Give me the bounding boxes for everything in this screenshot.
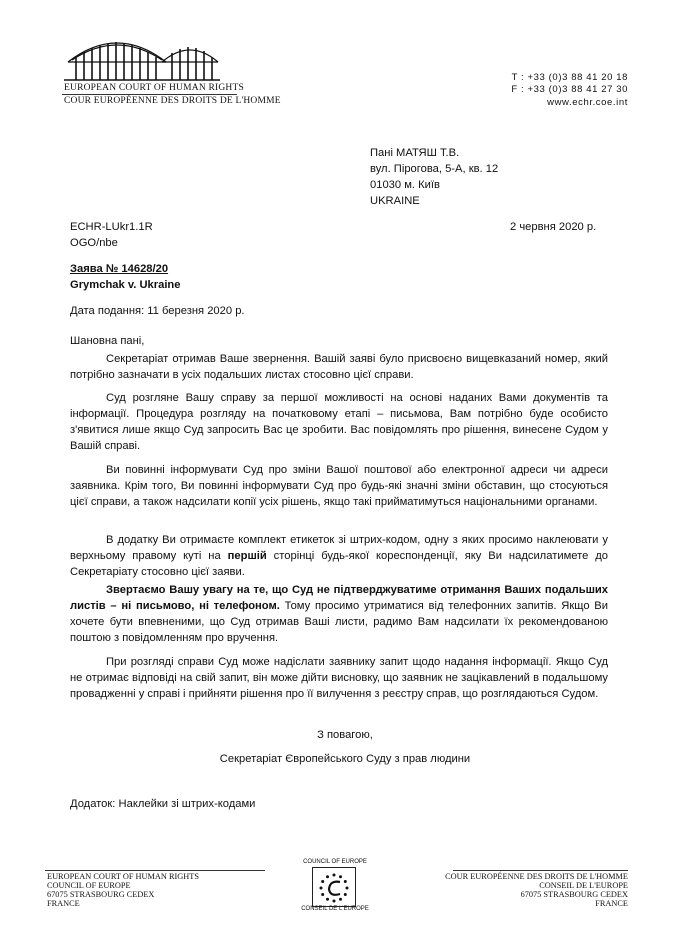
- recipient-name: Пані МАТЯШ Т.В.: [370, 147, 460, 159]
- footer-right-line: 67075 STRASBOURG CEDEX: [520, 890, 628, 899]
- p5-text-after: Тому просимо утриматися від телефонних запитів. Якщо Ви хочете бути впевненими, що Суд отримав Ваші листи, радимо Вам надсилати їх рекомендованою поштою з повідомленням про вручення.: [70, 600, 608, 644]
- fax-number: F : +33 (0)3 88 41 27 30: [511, 84, 628, 95]
- filing-date: Дата подання: 11 березня 2020 р.: [70, 305, 245, 317]
- enclosure-note: Додаток: Наклейки зі штрих-кодами: [70, 798, 256, 810]
- paragraph-barcode-labels: [70, 532, 608, 580]
- court-building-icon: [62, 22, 222, 92]
- p4-text-before: В додатку Ви отримаєте комплект етикеток зі штрих-кодом, одну з яких просимо наклеювати у верхньому правому куті на: [70, 534, 608, 562]
- footer-left-line: FRANCE: [47, 899, 80, 908]
- court-name-fr: COUR EUROPÉENNE DES DROITS DE L'HOMME: [64, 96, 281, 106]
- recipient-street: вул. Пірогова, 5-А, кв. 12: [370, 163, 499, 175]
- recipient-city: 01030 м. Київ: [370, 179, 440, 191]
- paragraph-no-confirmation: [70, 582, 608, 646]
- footer-rule-left: [45, 870, 265, 871]
- case-name: Grymchak v. Ukraine: [70, 279, 181, 291]
- court-name-en: EUROPEAN COURT OF HUMAN RIGHTS: [64, 83, 244, 93]
- footer-rule-right: [453, 870, 628, 871]
- telephone-number: T : +33 (0)3 88 41 20 18: [511, 72, 628, 83]
- paragraph-inform-changes: Ви повинні інформувати Суд про зміни Вашої поштової або електронної адреси чи адреси заявника. Крім того, Ви повинні інформувати Суд про будь-які значні зміни обставин, що стосуються цієї справи, а також надсилати копії усіх рішень, якщо такі прийматимуться національними органами.: [70, 464, 608, 508]
- greeting: Шановна пані,: [70, 335, 145, 347]
- footer-right-line: FRANCE: [595, 899, 628, 908]
- website-link[interactable]: www.echr.coe.int: [547, 97, 628, 108]
- coe-label-fr: CONSEIL DE L'EUROPE: [301, 906, 369, 912]
- application-number: Заява № 14628/20: [70, 263, 169, 275]
- p4-bold-word: першій: [227, 550, 267, 562]
- recipient-country: UKRAINE: [370, 195, 420, 207]
- footer-left-line: 67075 STRASBOURG CEDEX: [47, 890, 155, 899]
- closing: З повагою,: [317, 729, 373, 741]
- p4-text-after: сторінці будь-якої кореспонденції, яку Ви надсилатимете до Секретаріату стосовно цієї заяви.: [70, 550, 608, 578]
- p5-bold-text: Звертаємо Вашу увагу на те, що Суд не підтверджуватиме отримання Ваших подальших листів – ні письмово, ні телефоном.: [70, 584, 608, 612]
- header-rule: [62, 94, 237, 95]
- footer-right-line: CONSEIL DE L'EUROPE: [539, 881, 628, 890]
- coe-label-en: COUNCIL OF EUROPE: [303, 859, 367, 865]
- reference-code: ECHR-LUkr1.1R: [70, 221, 153, 233]
- reference-initials: OGO/nbe: [70, 237, 118, 249]
- paragraph-information-request: При розгляді справи Суд може надіслати заявнику запит щодо надання інформації. Якщо Суд не отримає відповіді на свій запит, він може дійти висновку, що заявник не зацікавлений в подальшому провадженні у справі і прийняти рішення про її вилучення з реєстру справ, що розглядаються Судом.: [70, 656, 608, 700]
- paragraph-procedure: Суд розгляне Вашу справу за першої можливості на основі наданих Вами документів та інформації. Процедура розгляду на початковому етапі – письмова, Вам потрібно буде особисто з'явитися лише якщо Суд запросить Вас це зробити. Вас повідомлять про рішення, винесене Судом у Вашій справі.: [70, 392, 608, 452]
- paragraph-acknowledgement: Секретаріат отримав Ваше звернення. Вашій заяві було присвоєно вищевказаний номер, який потрібно зазначати в усіх подальших листах стосовно цієї справи.: [70, 353, 608, 381]
- signature: Секретаріат Європейського Суду з прав людини: [219, 753, 471, 765]
- footer-right-line: COUR EUROPÉENNE DES DROITS DE L'HOMME: [445, 872, 628, 881]
- footer-left-line: COUNCIL OF EUROPE: [47, 881, 131, 890]
- footer-left-line: EUROPEAN COURT OF HUMAN RIGHTS: [47, 872, 199, 881]
- letter-date: 2 червня 2020 р.: [510, 221, 597, 233]
- council-of-europe-stars-icon: [312, 867, 356, 907]
